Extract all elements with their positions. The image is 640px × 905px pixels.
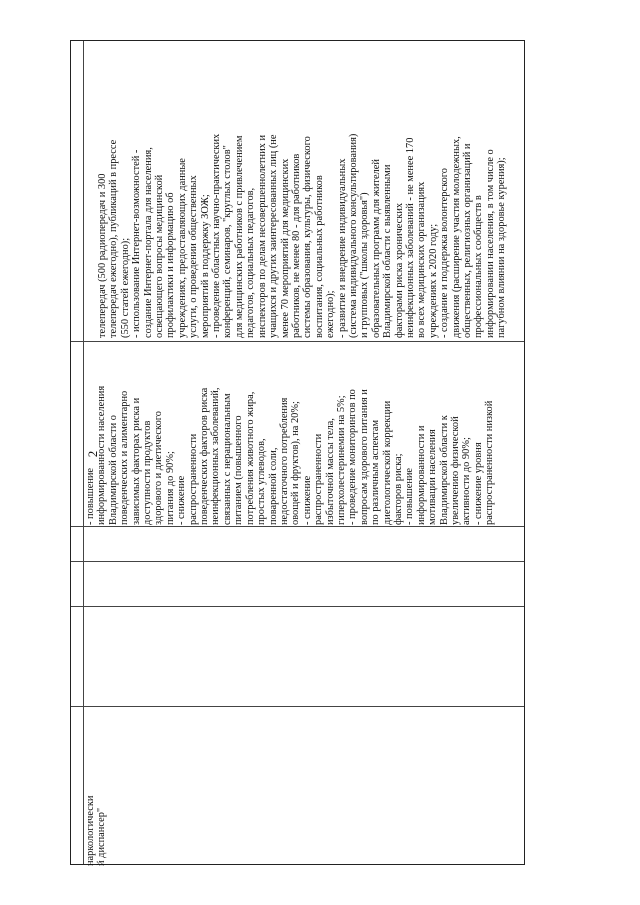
row-divider (71, 561, 524, 562)
text-line: менее 70 мероприятий для медицинских (279, 158, 291, 338)
text-line: питания до 90%; (164, 451, 176, 525)
text-line: факторами риска хронических (393, 202, 405, 338)
text-line: избыточной массы тела, (324, 418, 336, 525)
text-line: диетологической коррекции (381, 400, 393, 525)
text-line: неинфекционных заболеваний - не менее 170 (404, 137, 416, 338)
text-line: информированности и (415, 425, 427, 525)
table (70, 40, 525, 865)
text-line: гиперхолестеринемии на 5%; (335, 395, 347, 525)
text-line: связанных с нерациональным (221, 393, 233, 525)
text-line: профилактики и информацию об (165, 192, 177, 338)
text-line: доступности продуктов (142, 420, 154, 525)
text-line: вопросам здорового питания и (358, 389, 370, 525)
text-line: Владимирской области о (107, 415, 119, 525)
text-line: распространенности (313, 433, 325, 525)
text-line: услуги, о проведении общественных (188, 175, 200, 338)
text-line: информированности населения (96, 385, 108, 525)
text-line: поведенческих и алиментарно (119, 390, 131, 525)
text-line: работников, не менее 80 - для работников (290, 153, 302, 338)
text-line: здорового и диетического (153, 411, 165, 525)
text-line: Владимирской области с выявленными (382, 164, 394, 338)
text-line: наркологически (85, 795, 96, 866)
text-line: активности до 90%; (461, 437, 473, 525)
text-line: освещающего вопросы медицинской (154, 174, 166, 338)
text-line: поваренной соли, (267, 447, 279, 525)
row-divider (71, 526, 524, 527)
text-line: увеличению физической (450, 416, 461, 525)
cell-institution (85, 606, 113, 866)
text-line: Владимирской области к (438, 415, 450, 525)
text-line: простых углеводов, (256, 438, 268, 525)
text-line: питанием (повышенного (233, 415, 245, 525)
text-line: для медицинских работников с привлечением (233, 135, 245, 338)
text-line: телепередач (500 радиопередач и 300 (97, 173, 108, 338)
text-line: воспитания, социальных работников (313, 175, 325, 338)
text-line: по различным аспектам (370, 419, 382, 525)
text-line: недостаточного потребления (278, 397, 290, 525)
text-line: профессиональных сообществ в (473, 195, 485, 338)
text-line: телепередач ежегодно), публикаций в прессе (108, 139, 120, 338)
text-line: потребления животного жира, (244, 391, 256, 525)
text-line: системы образования, культуры, физического (302, 136, 314, 338)
text-line: распространенности (187, 433, 199, 525)
text-line: - снижение (301, 475, 313, 525)
text-line: мероприятий в поддержку ЗОЖ; (199, 194, 211, 338)
text-line: овощей и фруктов), на 20%; (290, 401, 302, 525)
text-line: зависимых факторах риска и (130, 397, 142, 525)
text-line: - снижение уровня (472, 442, 484, 525)
text-line: распространенности низкой (484, 400, 496, 525)
text-line: инспекторов по делам несовершеннолетних и (256, 134, 268, 338)
text-line: неинфекционных заболеваний, (210, 387, 222, 525)
text-line: (550 статей ежегодно); (119, 237, 131, 338)
text-line: образовательных программ для жителей (370, 159, 382, 338)
text-line: - повышение (85, 467, 96, 525)
text-line: - создание и поддержка волонтерского (439, 168, 451, 338)
text-line: - проведение областных научно-практических (211, 133, 223, 338)
text-line: педагогов, социальных педагогов, (245, 187, 257, 338)
text-line: движения (расширение участия молодежных, (450, 136, 462, 338)
row-divider (71, 606, 524, 607)
text-line: и групповых ("школы здоровья") (359, 192, 371, 338)
text-line: учащихся и других заинтересованных лиц (не (268, 134, 280, 338)
text-line: создание Интернет-портала для населения, (142, 147, 154, 338)
text-line: - проведение мониторингов по (347, 389, 359, 525)
text-line: - снижение (176, 475, 188, 525)
column-divider (83, 41, 84, 864)
text-line: - повышение (404, 467, 416, 525)
row-divider (71, 706, 524, 707)
text-line: учреждениях к 2020 году; (427, 223, 439, 338)
cell-activities (97, 42, 517, 338)
text-line: информировании населения, в том числе о (484, 149, 496, 338)
text-line: поведенческих факторов риска (199, 387, 211, 525)
text-line: факторов риска; (392, 453, 404, 525)
text-line: во всех медицинских организациях (416, 181, 428, 338)
text-line: - развитие и внедрение индивидуальных (336, 158, 348, 338)
text-line: учреждениях, предоставляющих данные (176, 158, 188, 338)
text-line: - использование Интернет-возможностей - (131, 149, 143, 338)
text-line: й диспансер" (96, 807, 108, 866)
text-line: конференций, семинаров, "круглых столов" (222, 145, 234, 338)
text-line: мотивации населения (427, 429, 439, 525)
text-line: ежегодно); (325, 290, 337, 338)
page-number: 2 (85, 450, 100, 458)
text-line: (система индивидуального консультирования) (347, 133, 359, 338)
text-line: пагубном влиянии на здоровье курения); (496, 157, 508, 338)
text-line: общественных, религиозных организаций и (462, 143, 473, 338)
